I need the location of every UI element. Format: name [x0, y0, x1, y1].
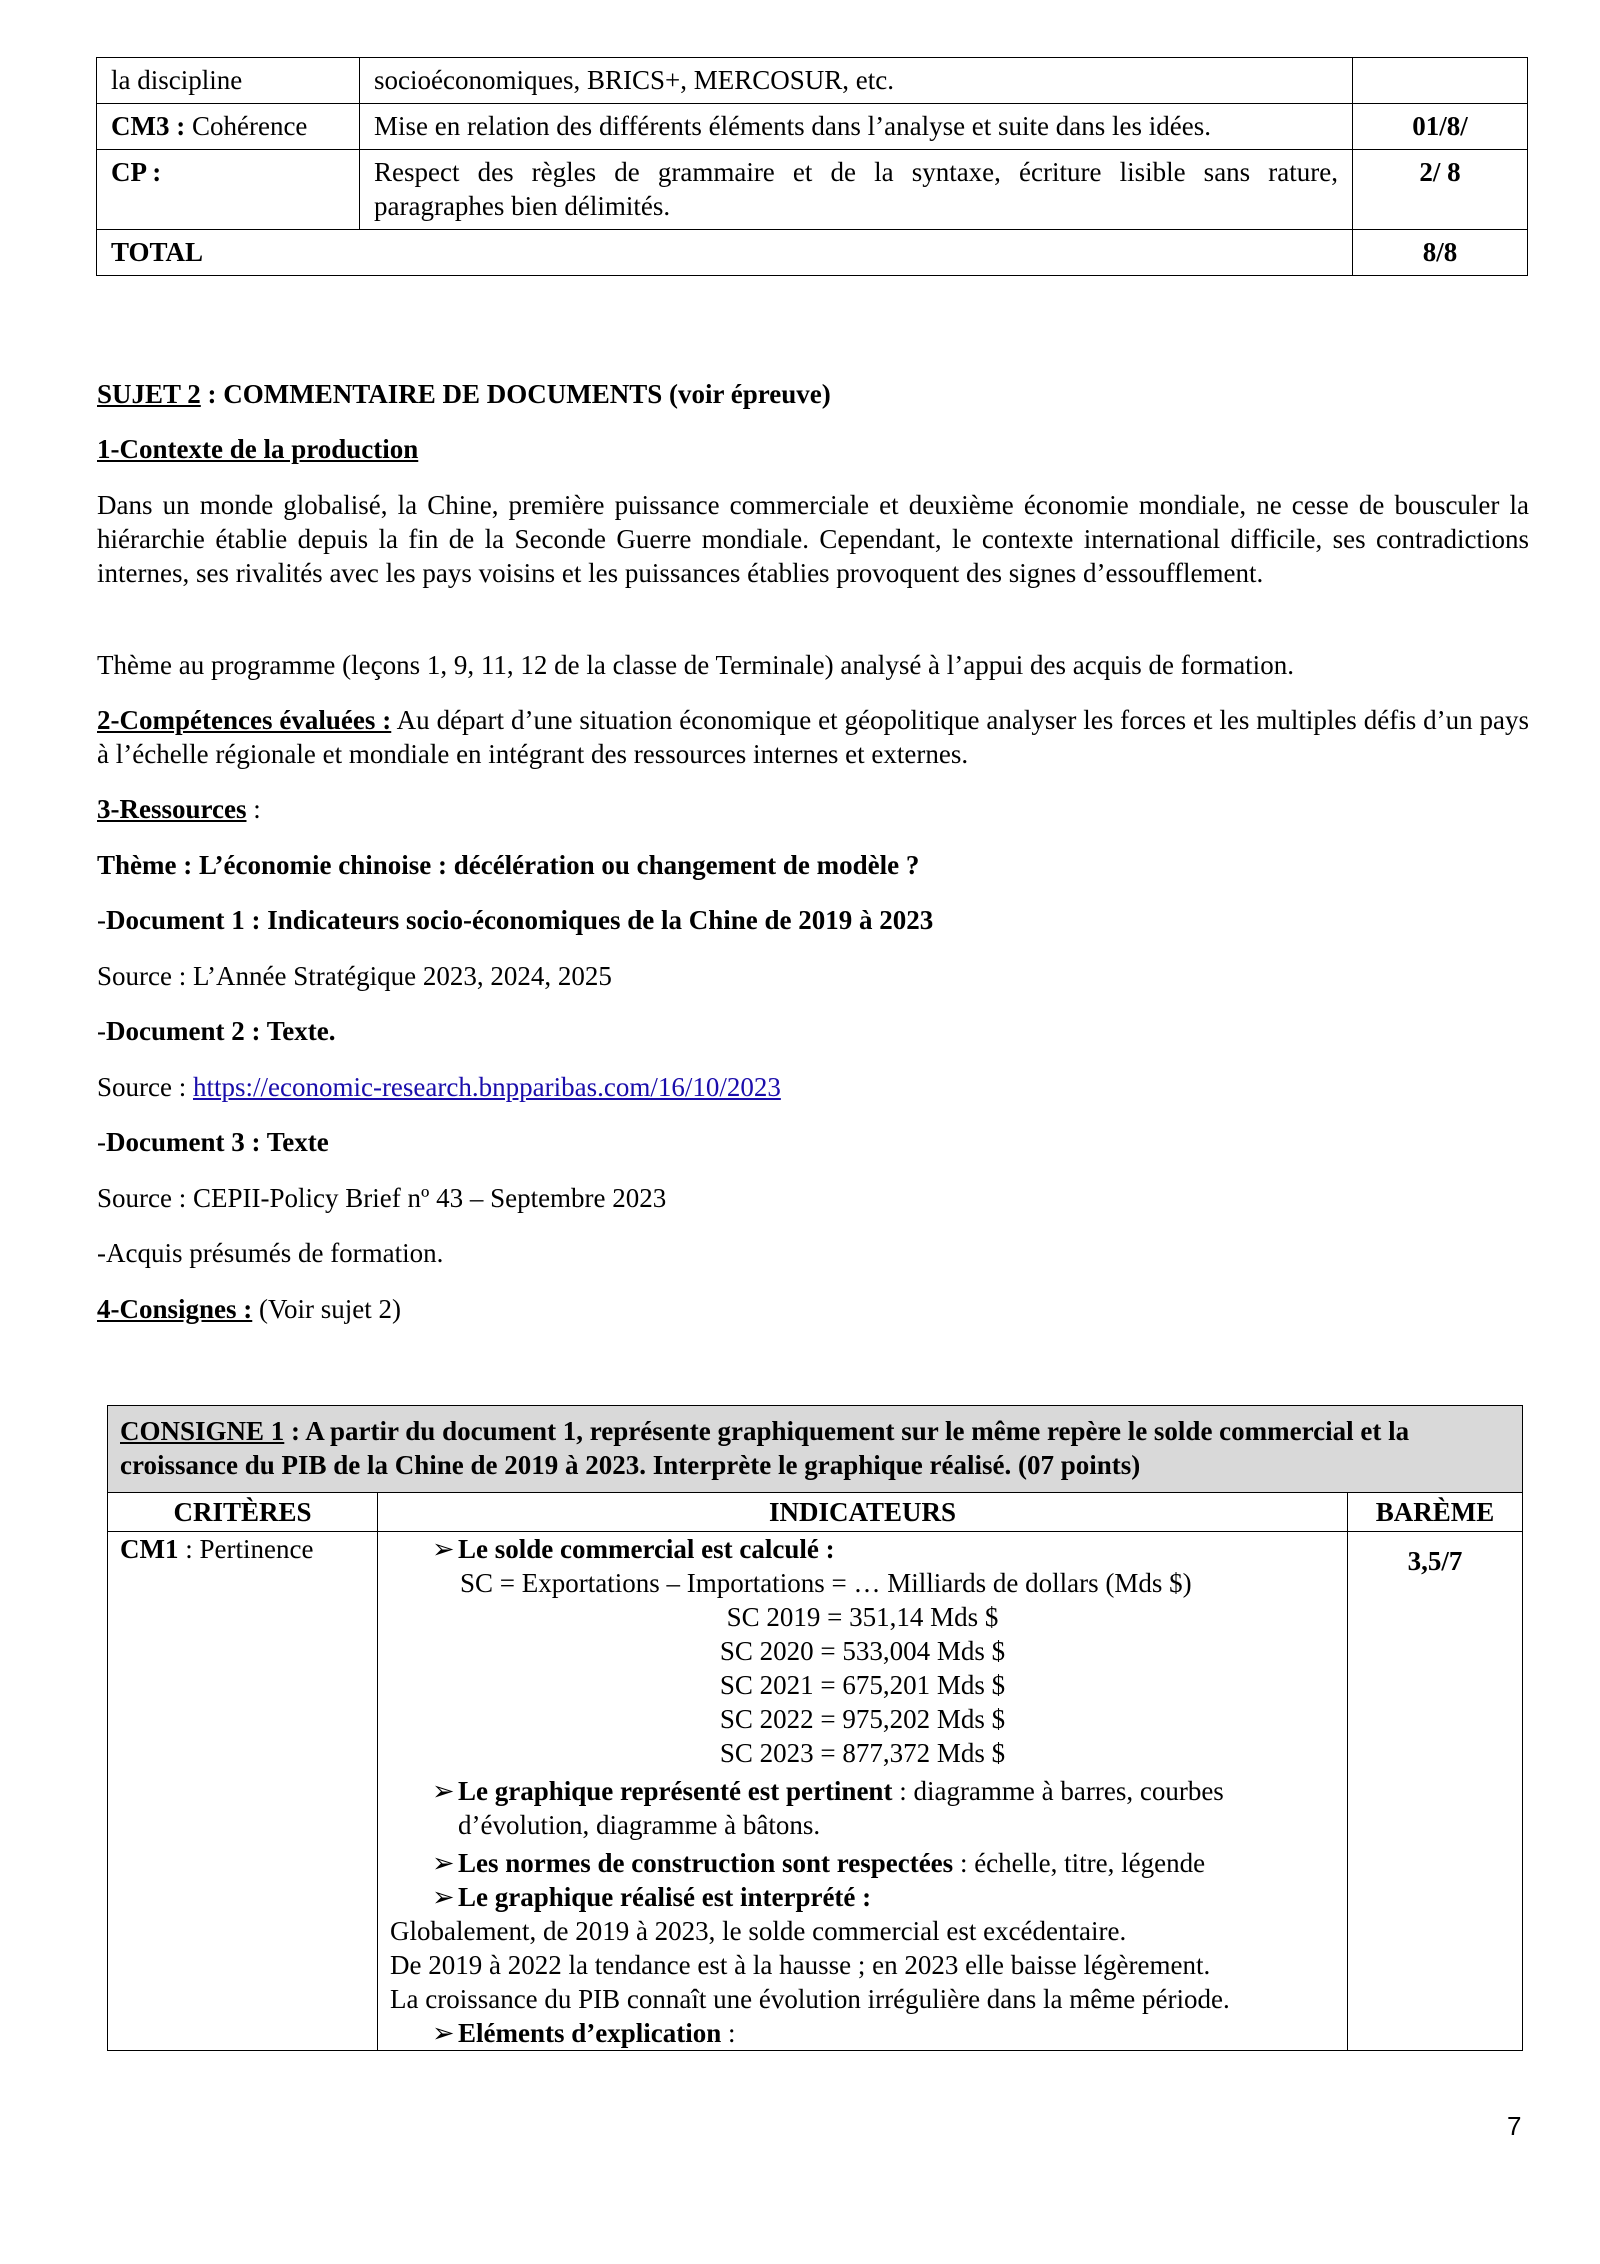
indicator-cell: Respect des règles de grammaire et de la syntaxe, écriture lisible sans rature, paragraphes bien délimités. — [360, 150, 1353, 230]
arrow-bullet-icon: ➢ — [432, 2018, 455, 2048]
grading-table-continued — [96, 57, 1528, 276]
bullet-title: Le solde commercial est calculé : — [458, 1534, 835, 1564]
total-label: TOTAL — [97, 230, 1353, 276]
consigne-header-row — [108, 1406, 1523, 1493]
sc-value: SC 2021 = 675,201 Mds $ — [719, 1670, 1006, 1700]
bullet-item — [390, 1774, 1335, 1842]
ressources-heading-text: 3-Ressources — [97, 794, 247, 824]
table-row — [97, 150, 1528, 230]
arrow-bullet-icon: ➢ — [432, 1848, 455, 1878]
consignes-rest: (Voir sujet 2) — [252, 1294, 402, 1324]
theme-programme-paragraph: Thème au programme (leçons 1, 9, 11, 12 de la classe de Terminale) analysé à l’appui des acquis de formation. — [97, 650, 1294, 680]
column-header-row — [108, 1493, 1523, 1532]
column-header-criteres: CRITÈRES — [108, 1493, 378, 1532]
contexte-paragraph: Dans un monde globalisé, la Chine, première puissance commerciale et deuxième économie mondiale, ne cesse de bousculer la hiérarchie établie depuis la fin de la Seconde Guerre mondiale. Cependant, le contexte international difficile, ses contradictions internes, ses rivalités avec les pays voisins et les puissances établies provoquent des signes d’essoufflement. — [97, 490, 1529, 588]
consigne-text: : A partir du document 1, représente graphiquement sur le même repère le solde commercial et la croissance du PIB de la Chine de 2019 à 2023. Interprète le graphique réalisé. (07 points) — [120, 1416, 1410, 1480]
score-cell: 3,5/7 — [1348, 1532, 1523, 2051]
dash: - — [97, 1016, 106, 1046]
theme-line: Thème : L’économie chinoise : décélération ou changement de modèle ? — [97, 850, 920, 880]
bullet-text: : — [721, 2018, 736, 2048]
document-1-title: Document 1 : Indicateurs socio-économiques de la Chine de 2019 à 2023 — [106, 905, 934, 935]
consignes-heading: 4-Consignes : — [97, 1294, 253, 1324]
indicator-cell: socioéconomiques, BRICS+, MERCOSUR, etc. — [360, 58, 1353, 104]
bullet-item — [390, 1532, 1335, 1566]
arrow-bullet-icon: ➢ — [432, 1882, 455, 1912]
competences-paragraph — [97, 703, 1529, 771]
sc-value: SC 2022 = 975,202 Mds $ — [719, 1704, 1006, 1734]
criteria-cell — [108, 1532, 378, 2051]
document-2-source — [97, 1070, 1529, 1104]
competences-text: Au départ d’une situation économique et géopolitique analyser les forces et les multiples défis d’un pays à l’échelle régionale et mondiale en intégrant des ressources internes et externes. — [97, 705, 1530, 769]
consignes-line — [97, 1292, 1529, 1326]
consigne-1-table — [107, 1405, 1523, 2051]
bullet-item — [390, 1846, 1335, 1880]
interpretation-line: De 2019 à 2022 la tendance est à la hausse ; en 2023 elle baisse légèrement. — [390, 1950, 1211, 1980]
document-2-line — [97, 1014, 1529, 1048]
page-number: 7 — [1507, 2111, 1522, 2141]
contexte-heading: 1-Contexte de la production — [97, 434, 419, 464]
criteria-cell — [97, 150, 360, 230]
sujet-title-rest: : COMMENTAIRE DE DOCUMENTS (voir épreuve) — [200, 379, 831, 409]
bullet-item — [390, 2016, 1335, 2050]
acquis-line: -Acquis présumés de formation. — [97, 1238, 444, 1268]
document-3-title: Document 3 : Texte — [106, 1127, 329, 1157]
sc-value: SC 2020 = 533,004 Mds $ — [719, 1636, 1006, 1666]
document-1-line — [97, 903, 1529, 937]
ressources-heading — [97, 792, 1529, 826]
bullet-title: Les normes de construction sont respectées — [458, 1848, 954, 1878]
column-header-bareme: BARÈME — [1348, 1493, 1523, 1532]
sc-value: SC 2019 = 351,14 Mds $ — [726, 1602, 999, 1632]
sc-value: SC 2023 = 877,372 Mds $ — [719, 1738, 1006, 1768]
sujet-title — [97, 377, 1529, 411]
table-row — [97, 58, 1528, 104]
bullet-text: : diagramme à barres, courbes d’évolution, diagramme à bâtons. — [458, 1776, 1224, 1840]
bullet-title: Le graphique réalisé est interprété : — [458, 1882, 872, 1912]
score-cell — [1353, 58, 1528, 104]
criteria-label: : Pertinence — [178, 1534, 314, 1564]
criteria-code: CM3 : — [111, 111, 186, 141]
interpretation-line: Globalement, de 2019 à 2023, le solde commercial est excédentaire. — [390, 1916, 1127, 1946]
table-row — [108, 1532, 1523, 2051]
sujet-title-underlined: SUJET 2 — [97, 379, 201, 409]
source-prefix: Source : — [97, 1072, 193, 1102]
ressources-colon: : — [246, 794, 261, 824]
bullet-title: Eléments d’explication — [458, 2018, 722, 2048]
indicator-cell: Mise en relation des différents éléments dans l’analyse et suite dans les idées. — [360, 104, 1353, 150]
consigne-header — [108, 1406, 1523, 1493]
bullet-title: Le graphique représenté est pertinent — [458, 1776, 893, 1806]
arrow-bullet-icon: ➢ — [432, 1776, 455, 1806]
document-3-line — [97, 1125, 1529, 1159]
interpretation-line: La croissance du PIB connaît une évolution irrégulière dans la même période. — [390, 1984, 1230, 2014]
criteria-label: Cohérence — [185, 111, 308, 141]
arrow-bullet-icon: ➢ — [432, 1534, 455, 1564]
indicators-cell — [378, 1532, 1348, 2051]
criteria-cell — [97, 104, 360, 150]
bullet-item — [390, 1880, 1335, 1914]
bullet-text: : échelle, titre, légende — [953, 1848, 1206, 1878]
dash: - — [97, 1127, 106, 1157]
formula-line: SC = Exportations – Importations = … Milliards de dollars (Mds $) — [460, 1568, 1192, 1598]
consigne-label: CONSIGNE 1 — [120, 1416, 285, 1446]
competences-heading: 2-Compétences évaluées : — [97, 705, 392, 735]
score-cell: 01/8/ — [1353, 104, 1528, 150]
criteria-code: CP : — [111, 157, 162, 187]
score-cell: 2/ 8 — [1353, 150, 1528, 230]
column-header-indicateurs: INDICATEURS — [378, 1493, 1348, 1532]
dash: - — [97, 905, 106, 935]
document-2-title: Document 2 : Texte. — [106, 1016, 336, 1046]
total-row — [97, 230, 1528, 276]
source-link[interactable]: https://economic-research.bnpparibas.com/16/10/2023 — [192, 1072, 781, 1102]
total-score: 8/8 — [1353, 230, 1528, 276]
document-1-source: Source : L’Année Stratégique 2023, 2024, 2025 — [97, 961, 612, 991]
table-row — [97, 104, 1528, 150]
document-3-source: Source : CEPII-Policy Brief nº 43 – Septembre 2023 — [97, 1183, 667, 1213]
criteria-cell: la discipline — [97, 58, 360, 104]
criteria-code: CM1 — [120, 1534, 179, 1564]
